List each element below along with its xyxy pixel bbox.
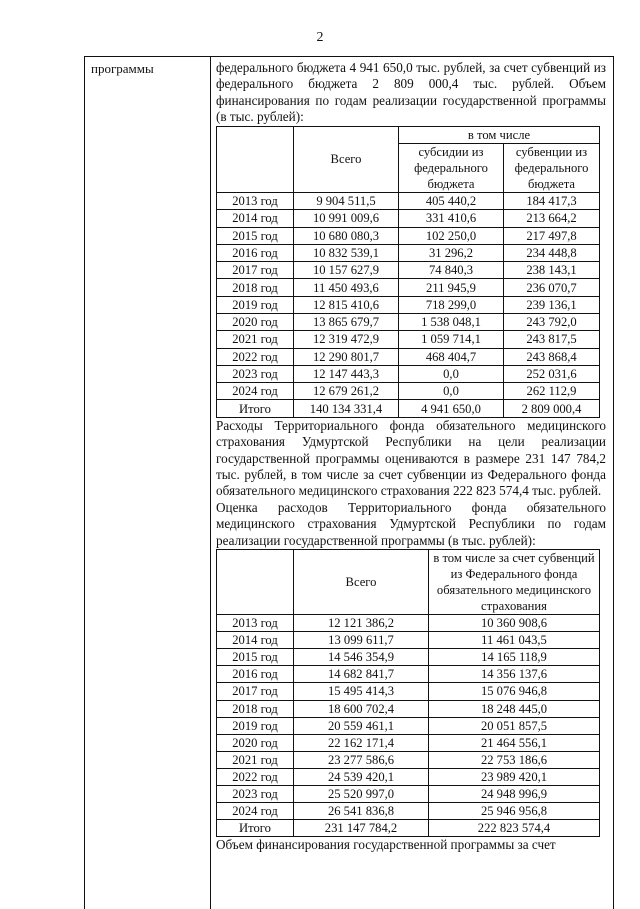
intro-paragraph: федерального бюджета 4 941 650,0 тыс. рублей, за счет субвенций из федерального бюджета 2 809 000,4 тыс. рублей. Объем финансирования по годам реализации государственной программы (в тыс. рублей): [216, 60, 606, 125]
table1-subventions-cell: 243 792,0 [504, 314, 600, 331]
table1-year-cell: 2014 год [217, 210, 294, 227]
table1-year-cell: 2018 год [217, 279, 294, 296]
table1-subsidies-cell: 718 299,0 [399, 296, 504, 313]
table1-total-cell: 12 290 801,7 [294, 348, 399, 365]
table1-year-cell: 2024 год [217, 383, 294, 400]
table1-year-cell: 2013 год [217, 192, 294, 209]
table1-subsidies-cell: 1 538 048,1 [399, 314, 504, 331]
table2-row [217, 615, 600, 632]
table2-subvention-cell: 25 946 956,8 [429, 803, 600, 820]
table1-year-cell: 2019 год [217, 296, 294, 313]
table2-year-cell: 2015 год [217, 649, 294, 666]
table1-total-cell: 10 157 627,9 [294, 262, 399, 279]
table2-subvention-cell: 18 248 445,0 [429, 700, 600, 717]
table2-year-cell: 2021 год [217, 751, 294, 768]
table1-subsidies-cell: 405 440,2 [399, 192, 504, 209]
tail-paragraph: Объем финансирования государственной программы за счет [216, 837, 556, 853]
table1-year-cell: 2020 год [217, 314, 294, 331]
table1-subventions-cell: 262 112,9 [504, 383, 600, 400]
table2-subvention-cell: 222 823 574,4 [429, 820, 600, 837]
table1-row [217, 192, 600, 209]
table1-year-cell: 2015 год [217, 227, 294, 244]
tfoms-table [216, 549, 600, 837]
column-divider [210, 57, 211, 909]
table2-subvention-cell: 15 076 946,8 [429, 683, 600, 700]
table2-total-cell: 14 682 841,7 [294, 666, 429, 683]
table2-row [217, 751, 600, 768]
table1-row [217, 314, 600, 331]
table1-total-cell: 12 679 261,2 [294, 383, 399, 400]
table2-year-cell: 2017 год [217, 683, 294, 700]
table1-header-group: в том числе [399, 126, 600, 143]
table1-subventions-cell: 234 448,8 [504, 244, 600, 261]
table1-subsidies-cell: 468 404,7 [399, 348, 504, 365]
table2-row [217, 700, 600, 717]
table1-subventions-cell: 217 497,8 [504, 227, 600, 244]
table2-total-cell: 24 539 420,1 [294, 768, 429, 785]
table2-subvention-cell: 21 464 556,1 [429, 734, 600, 751]
table2-year-cell: 2023 год [217, 785, 294, 802]
table1-header-subventions: субвенции из федерального бюджета [504, 143, 600, 192]
page-number: 2 [316, 30, 324, 45]
table1-total-cell: 12 147 443,3 [294, 365, 399, 382]
table2-total-cell: 20 559 461,1 [294, 717, 429, 734]
table1-total-cell: 140 134 331,4 [294, 400, 399, 417]
table1-subsidies-cell: 4 941 650,0 [399, 400, 504, 417]
table2-total-cell: 12 121 386,2 [294, 615, 429, 632]
table1-row [217, 262, 600, 279]
table1-subsidies-cell: 331 410,6 [399, 210, 504, 227]
table2-header-total: Всего [294, 550, 429, 615]
table2-total-cell: 231 147 784,2 [294, 820, 429, 837]
table1-subventions-cell: 238 143,1 [504, 262, 600, 279]
table2-row [217, 649, 600, 666]
table1-subsidies-cell: 211 945,9 [399, 279, 504, 296]
table1-year-cell: 2016 год [217, 244, 294, 261]
table2-subvention-cell: 10 360 908,6 [429, 615, 600, 632]
table1-subsidies-cell: 31 296,2 [399, 244, 504, 261]
table2-year-cell: 2022 год [217, 768, 294, 785]
table2-total-cell: 26 541 836,8 [294, 803, 429, 820]
table1-year-cell: 2023 год [217, 365, 294, 382]
table1-year-cell: Итого [217, 400, 294, 417]
table2-row [217, 768, 600, 785]
table1-row [217, 365, 600, 382]
table2-corner-cell [217, 550, 294, 615]
table2-subvention-cell: 11 461 043,5 [429, 632, 600, 649]
table2-subvention-cell: 22 753 186,6 [429, 751, 600, 768]
table2-year-cell: 2020 год [217, 734, 294, 751]
table2-year-cell: 2018 год [217, 700, 294, 717]
table1-subventions-cell: 236 070,7 [504, 279, 600, 296]
table2-subvention-cell: 23 989 420,1 [429, 768, 600, 785]
table1-total-cell: 9 904 511,5 [294, 192, 399, 209]
estimate-paragraph: Оценка расходов Территориального фонда обязательного медицинского страхования Удмуртской Республики по годам реализации государственной программы (в тыс. рублей): [216, 499, 606, 548]
table1-subventions-cell: 2 809 000,4 [504, 400, 600, 417]
table2-subvention-cell: 24 948 996,9 [429, 785, 600, 802]
table1-row [217, 279, 600, 296]
table2-total-cell: 22 162 171,4 [294, 734, 429, 751]
table2-year-cell: 2014 год [217, 632, 294, 649]
table1-subventions-cell: 243 817,5 [504, 331, 600, 348]
table1-subventions-cell: 252 031,6 [504, 365, 600, 382]
table1-total-cell: 10 680 080,3 [294, 227, 399, 244]
table2-row [217, 683, 600, 700]
table2-year-cell: 2019 год [217, 717, 294, 734]
table2-total-cell: 15 495 414,3 [294, 683, 429, 700]
table1-total-cell: 11 450 493,6 [294, 279, 399, 296]
table2-row [217, 785, 600, 802]
table1-row [217, 400, 600, 417]
table2-row [217, 803, 600, 820]
left-column-label: программы [91, 61, 154, 76]
table1-row [217, 210, 600, 227]
table2-row [217, 666, 600, 683]
table1-subventions-cell: 239 136,1 [504, 296, 600, 313]
tfoms-paragraph: Расходы Территориального фонда обязательного медицинского страхования Удмуртской Республики на цели реализации государственной программы оцениваются в размере 231 147 784,2 тыс. рублей, в том числе за счет субвенции из Федерального фонда обязательного медицинского страхования 222 823 574,4 тыс. рублей. [216, 417, 606, 499]
table1-row [217, 331, 600, 348]
table1-subventions-cell: 213 664,2 [504, 210, 600, 227]
table1-subsidies-cell: 0,0 [399, 365, 504, 382]
table1-total-cell: 12 319 472,9 [294, 331, 399, 348]
table2-year-cell: 2013 год [217, 615, 294, 632]
table2-year-cell: 2024 год [217, 803, 294, 820]
table1-row [217, 244, 600, 261]
table1-total-cell: 10 991 009,6 [294, 210, 399, 227]
table1-subventions-cell: 184 417,3 [504, 192, 600, 209]
table2-total-cell: 25 520 997,0 [294, 785, 429, 802]
table2-total-cell: 13 099 611,7 [294, 632, 429, 649]
table1-row [217, 296, 600, 313]
table2-subvention-cell: 14 165 118,9 [429, 649, 600, 666]
table2-row [217, 734, 600, 751]
table1-year-cell: 2022 год [217, 348, 294, 365]
table1-header-total: Всего [294, 126, 399, 192]
table1-subsidies-cell: 0,0 [399, 383, 504, 400]
table2-row [217, 717, 600, 734]
table1-subsidies-cell: 74 840,3 [399, 262, 504, 279]
table2-row [217, 820, 600, 837]
table1-year-cell: 2017 год [217, 262, 294, 279]
table1-row [217, 383, 600, 400]
table2-year-cell: Итого [217, 820, 294, 837]
table2-total-cell: 23 277 586,6 [294, 751, 429, 768]
table2-row [217, 632, 600, 649]
table2-header-subvention: в том числе за счет субвенций из Федерального фонда обязательного медицинского страхования [429, 550, 600, 615]
table2-total-cell: 18 600 702,4 [294, 700, 429, 717]
table1-row [217, 348, 600, 365]
program-table-frame [84, 56, 614, 909]
table1-subsidies-cell: 1 059 714,1 [399, 331, 504, 348]
right-column-content [216, 60, 606, 854]
table1-year-cell: 2021 год [217, 331, 294, 348]
table2-total-cell: 14 546 354,9 [294, 649, 429, 666]
table1-subsidies-cell: 102 250,0 [399, 227, 504, 244]
table1-total-cell: 12 815 410,6 [294, 296, 399, 313]
table1-corner-cell [217, 126, 294, 192]
table2-subvention-cell: 20 051 857,5 [429, 717, 600, 734]
table1-total-cell: 10 832 539,1 [294, 244, 399, 261]
table1-header-subsidies: субсидии из федерального бюджета [399, 143, 504, 192]
table1-row [217, 227, 600, 244]
financing-table [216, 126, 600, 418]
table2-year-cell: 2016 год [217, 666, 294, 683]
table2-subvention-cell: 14 356 137,6 [429, 666, 600, 683]
table1-subventions-cell: 243 868,4 [504, 348, 600, 365]
table1-total-cell: 13 865 679,7 [294, 314, 399, 331]
